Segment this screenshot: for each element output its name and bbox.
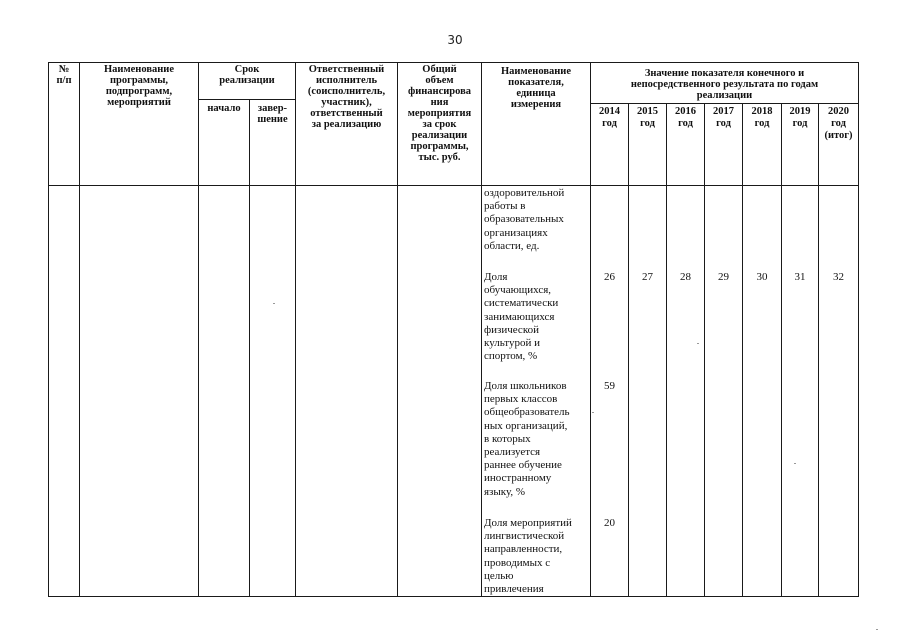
col-border-14 — [858, 62, 859, 596]
header-bottom-rule — [48, 185, 859, 186]
header-term-end: завер- шение — [257, 103, 288, 125]
scan-speck — [592, 412, 594, 413]
col-border-12 — [781, 103, 782, 596]
scan-speck — [273, 303, 275, 304]
col-border-9 — [666, 103, 667, 596]
value-2016: 28 — [680, 271, 691, 283]
col-border-13 — [818, 103, 819, 596]
value-2018: 30 — [756, 271, 768, 283]
value-2019: 31 — [794, 271, 806, 283]
header-year-2017: 2017 год — [713, 106, 734, 129]
value-2014: 59 — [604, 380, 615, 392]
value-2014: 26 — [604, 271, 615, 283]
page-number: 30 — [447, 33, 463, 47]
indicator-name: Доля мероприятий лингвистической направленности, проводимых с целью привлечения — [484, 517, 572, 596]
col-border-8 — [628, 103, 629, 596]
header-values: Значение показателя конечного и непосредственного результата по годам реализации — [630, 68, 819, 101]
header-financing: Общий объем финансирова ния мероприятия за срок реализации программы, тыс. руб. — [407, 64, 472, 163]
col-border-11 — [742, 103, 743, 596]
header-year-2014: 2014 год — [599, 106, 620, 129]
indicator-name: Доля школьников первых классов общеобразователь ных организаций, в которых реализуется раннее обучение иностранному языку, % — [484, 380, 570, 498]
value-2015: 27 — [642, 271, 653, 283]
value-2017: 29 — [718, 271, 729, 283]
scan-speck — [876, 629, 878, 630]
header-number: № п/п — [56, 64, 72, 86]
header-year-2020: 2020 год (итог) — [824, 106, 853, 141]
scan-speck — [697, 343, 699, 344]
header-year-2015: 2015 год — [637, 106, 658, 129]
header-indicator: Наименование показателя, единица измерения — [501, 66, 571, 110]
header-year-2018: 2018 год — [751, 106, 773, 129]
table-top-border — [48, 62, 859, 63]
col-border-4 — [295, 62, 296, 596]
term-subheader-rule — [198, 99, 295, 100]
table-bottom-rule — [48, 596, 859, 597]
col-border-0 — [48, 62, 49, 596]
value-2014: 20 — [604, 517, 615, 529]
header-year-2016: 2016 год — [675, 106, 696, 129]
col-border-1 — [79, 62, 80, 596]
header-term: Срок реализации — [219, 64, 275, 86]
col-border-3 — [249, 99, 250, 596]
value-2020: 32 — [833, 271, 844, 283]
indicator-name: оздоровительной работы в образовательных организациях области, ед. — [484, 187, 565, 252]
col-border-2 — [198, 62, 199, 596]
header-program-name: Наименование программы, подпрограмм, мероприятий — [104, 64, 174, 108]
scan-speck — [794, 463, 796, 464]
indicator-name: Доля обучающихся, систематически занимающихся физической культурой и спортом, % — [484, 271, 559, 363]
header-term-start: начало — [207, 103, 241, 114]
header-responsible: Ответственный исполнитель (соисполнитель, участник), ответственный за реализацию — [307, 64, 386, 130]
col-border-6 — [481, 62, 482, 596]
col-border-10 — [704, 103, 705, 596]
header-year-2019: 2019 год — [789, 106, 811, 129]
col-border-7 — [590, 62, 591, 596]
